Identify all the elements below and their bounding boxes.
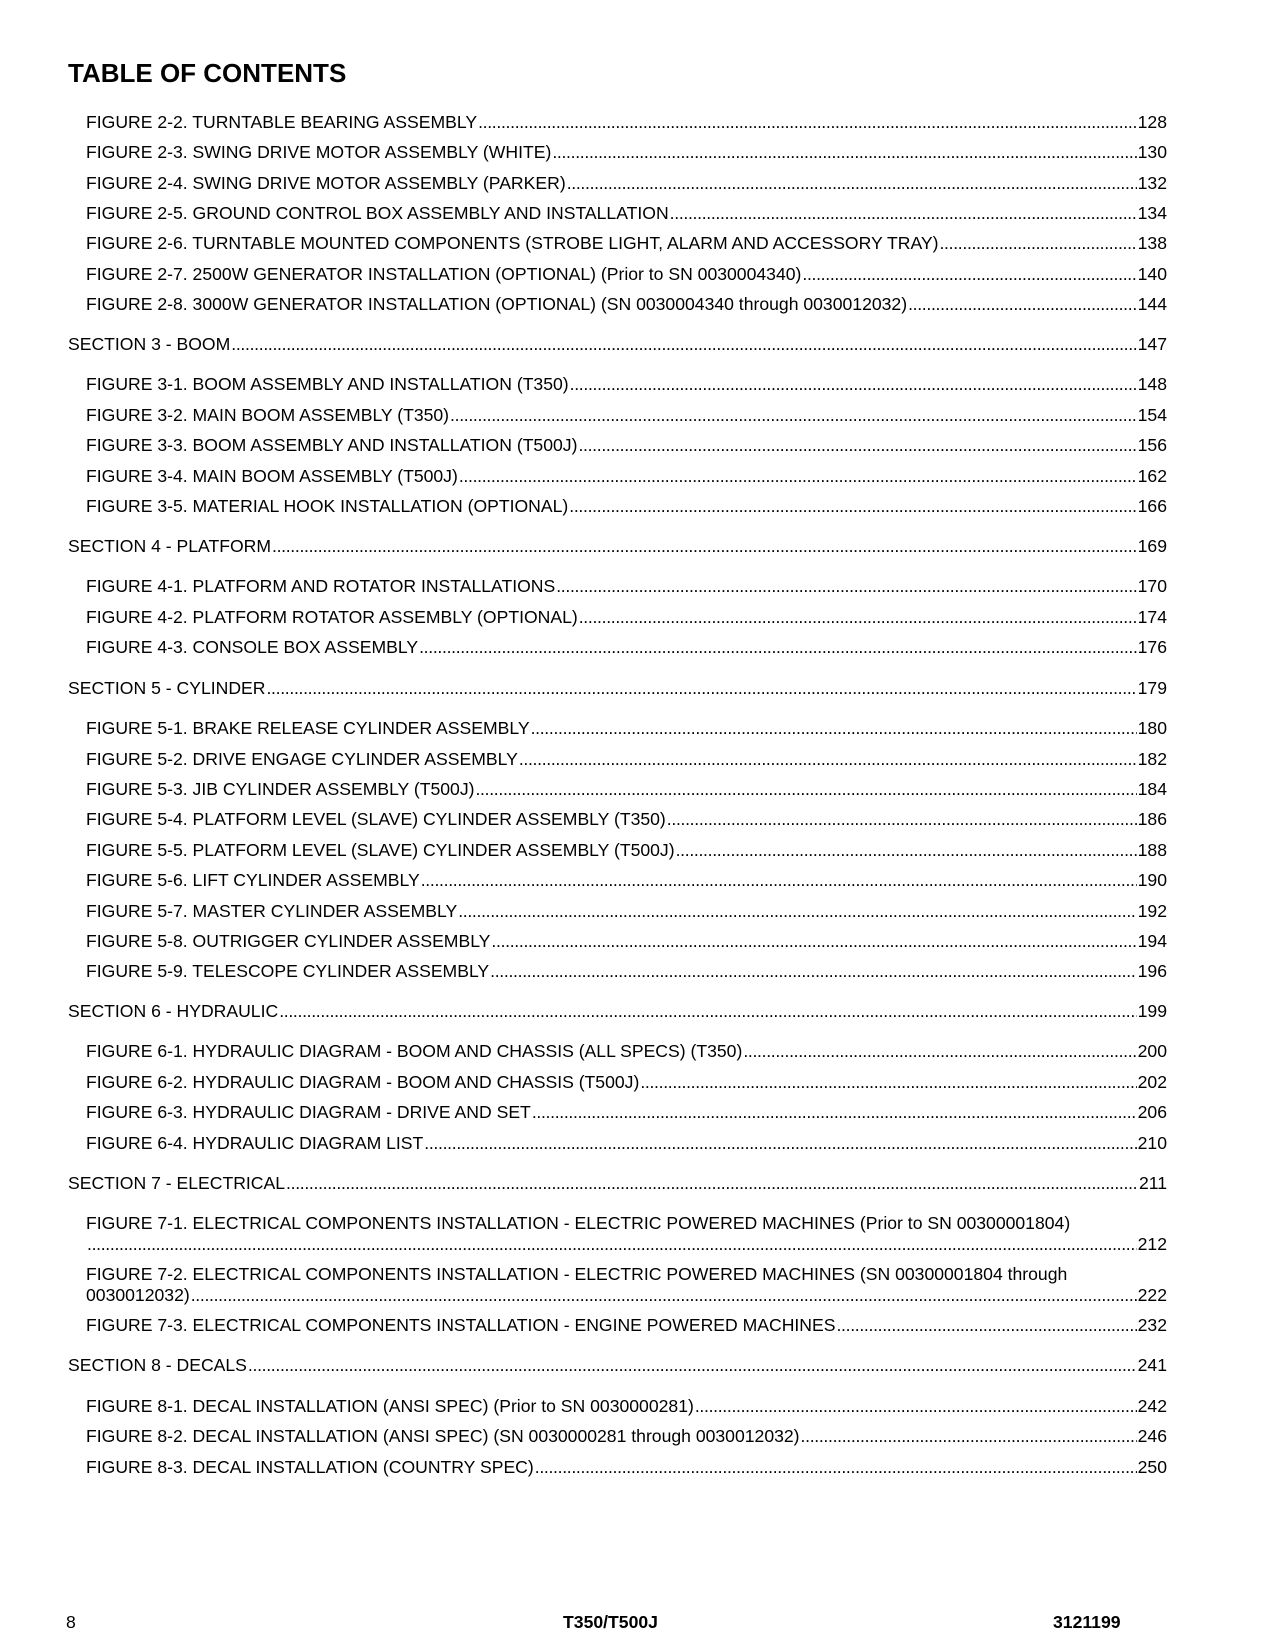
dot-leader: [695, 1396, 1137, 1417]
toc-entry[interactable]: [68, 435, 1167, 456]
toc-entry-page: 156: [1137, 435, 1167, 455]
toc-entry-label: FIGURE 4-1. PLATFORM AND ROTATOR INSTALLATIONS: [86, 576, 556, 596]
toc-entry-label: FIGURE 8-3. DECAL INSTALLATION (COUNTRY SPEC): [86, 1457, 534, 1477]
toc-entry-page: 186: [1137, 809, 1167, 829]
toc-entry-page: 179: [1137, 678, 1167, 698]
toc-entry[interactable]: [68, 466, 1167, 487]
dot-leader: [676, 840, 1137, 861]
toc-entry-page: 246: [1137, 1426, 1167, 1446]
toc-section-entry[interactable]: [68, 536, 1167, 557]
dot-leader: [535, 1457, 1137, 1478]
toc-entry[interactable]: [68, 142, 1167, 163]
dot-leader: [458, 901, 1136, 922]
toc-entry-label: SECTION 5 - CYLINDER: [68, 678, 266, 698]
toc-entry-label: FIGURE 6-2. HYDRAULIC DIAGRAM - BOOM AND CHASSIS (T500J): [86, 1072, 640, 1092]
toc-entry-label: FIGURE 7-1. ELECTRICAL COMPONENTS INSTALLATION - ELECTRIC POWERED MACHINES (Prior to SN 00300001804): [86, 1213, 1071, 1233]
toc-entry-label: FIGURE 5-8. OUTRIGGER CYLINDER ASSEMBLY: [86, 931, 491, 951]
toc-section-entry[interactable]: [68, 1001, 1167, 1022]
toc-entry[interactable]: [68, 809, 1167, 830]
toc-entry-label: FIGURE 4-3. CONSOLE BOX ASSEMBLY: [86, 637, 419, 657]
toc-entry-page: 138: [1137, 233, 1167, 253]
toc-entry-label: FIGURE 3-2. MAIN BOOM ASSEMBLY (T350): [86, 405, 450, 425]
toc-entry-page: 212: [1137, 1234, 1167, 1254]
toc-entry-page: 128: [1137, 112, 1167, 132]
footer-doc-number: 3121199: [1053, 1612, 1121, 1632]
toc-entry-label: FIGURE 5-7. MASTER CYLINDER ASSEMBLY: [86, 901, 458, 921]
toc-entry-page: 192: [1137, 901, 1167, 921]
toc-entry-page: 242: [1137, 1396, 1167, 1416]
toc-entry-page: 154: [1137, 405, 1167, 425]
toc-entry-page: 194: [1137, 931, 1167, 951]
dot-leader: [475, 779, 1136, 800]
toc-entry-page: 232: [1137, 1315, 1167, 1335]
toc-entry-label: FIGURE 5-5. PLATFORM LEVEL (SLAVE) CYLINDER ASSEMBLY (T500J): [86, 840, 675, 860]
toc-entry[interactable]: [68, 1457, 1167, 1478]
toc-entry-page: 190: [1137, 870, 1167, 890]
toc-section-entry[interactable]: [68, 1173, 1167, 1194]
toc-entry-page: 210: [1137, 1133, 1167, 1153]
toc-entry-page: 176: [1137, 637, 1167, 657]
toc-entry-label: FIGURE 7-2. ELECTRICAL COMPONENTS INSTALLATION - ELECTRIC POWERED MACHINES (SN 00300001804 through: [86, 1264, 1068, 1284]
toc-entry-page: 250: [1137, 1457, 1167, 1477]
footer-page-number: 8: [66, 1612, 76, 1632]
toc-entry-page: 200: [1137, 1041, 1167, 1061]
toc-entry-label: FIGURE 6-1. HYDRAULIC DIAGRAM - BOOM AND CHASSIS (ALL SPECS) (T350): [86, 1041, 743, 1061]
toc-entry-page: 140: [1137, 264, 1167, 284]
toc-entry[interactable]: [68, 1426, 1167, 1447]
dot-leader: [286, 1173, 1138, 1194]
toc-entry-label: FIGURE 2-4. SWING DRIVE MOTOR ASSEMBLY (PARKER): [86, 173, 566, 193]
toc-entry-page: 182: [1137, 749, 1167, 769]
toc-entry-label: SECTION 7 - ELECTRICAL: [68, 1173, 286, 1193]
toc-entry-page: 222: [1137, 1285, 1167, 1305]
toc-entry-page: 199: [1137, 1001, 1167, 1021]
toc-entry-page: 180: [1137, 718, 1167, 738]
toc-entry-label: FIGURE 5-6. LIFT CYLINDER ASSEMBLY: [86, 870, 420, 890]
page-title: TABLE OF CONTENTS: [68, 58, 347, 88]
toc-entry-label: FIGURE 5-4. PLATFORM LEVEL (SLAVE) CYLINDER ASSEMBLY (T350): [86, 809, 666, 829]
toc-entry-label: FIGURE 2-3. SWING DRIVE MOTOR ASSEMBLY (WHITE): [86, 142, 552, 162]
toc-entry-page: 162: [1137, 466, 1167, 486]
toc-entry-page: 241: [1137, 1355, 1167, 1375]
toc-entry-label: FIGURE 3-3. BOOM ASSEMBLY AND INSTALLATION (T500J): [86, 435, 578, 455]
dot-leader: [939, 233, 1136, 254]
dot-leader: [459, 466, 1137, 487]
dot-leader: [567, 173, 1137, 194]
toc-entry[interactable]: [68, 1133, 1167, 1154]
toc-entry-label: FIGURE 8-1. DECAL INSTALLATION (ANSI SPEC) (Prior to SN 0030000281): [86, 1396, 694, 1416]
dot-leader: [670, 203, 1137, 224]
dot-leader: [231, 334, 1136, 355]
toc-entry[interactable]: [68, 112, 1167, 133]
toc-section-entry[interactable]: [68, 334, 1167, 355]
toc-entry[interactable]: [68, 203, 1167, 224]
toc-entry-page: 144: [1137, 294, 1167, 314]
toc-entry[interactable]: [68, 1315, 1167, 1336]
toc-entry-label: FIGURE 5-1. BRAKE RELEASE CYLINDER ASSEMBLY: [86, 718, 530, 738]
dot-leader: [191, 1285, 1137, 1306]
toc-entry[interactable]: [68, 264, 1167, 285]
toc-entry[interactable]: [68, 1102, 1167, 1123]
toc-entry[interactable]: [68, 1213, 1167, 1255]
toc-entry[interactable]: [68, 779, 1167, 800]
toc-section-entry[interactable]: [68, 1355, 1167, 1376]
toc-entry[interactable]: [68, 1264, 1167, 1306]
dot-leader: [801, 1426, 1137, 1447]
toc-entry-label: FIGURE 5-3. JIB CYLINDER ASSEMBLY (T500J): [86, 779, 475, 799]
toc-entry[interactable]: [68, 718, 1167, 739]
dot-leader: [532, 1102, 1137, 1123]
toc-entry-page: 184: [1137, 779, 1167, 799]
dot-leader: [552, 142, 1136, 163]
toc-entry[interactable]: [68, 901, 1167, 922]
toc-entry-page: 130: [1137, 142, 1167, 162]
toc-entry-leader-row: [86, 1234, 1167, 1255]
toc-entry-leader-row: [86, 1285, 1167, 1306]
dot-leader: [667, 809, 1137, 830]
dot-leader: [569, 496, 1136, 517]
dot-leader: [248, 1355, 1137, 1376]
toc-entry[interactable]: [68, 1396, 1167, 1417]
toc-entry-label: FIGURE 3-1. BOOM ASSEMBLY AND INSTALLATION (T350): [86, 374, 569, 394]
toc-entry-label: SECTION 6 - HYDRAULIC: [68, 1001, 279, 1021]
toc-entry[interactable]: [68, 233, 1167, 254]
toc-entry-label-continued: 0030012032): [86, 1285, 190, 1305]
toc-entry-label: SECTION 4 - PLATFORM: [68, 536, 271, 556]
dot-leader: [424, 1133, 1136, 1154]
toc-entry[interactable]: [68, 173, 1167, 194]
dot-leader: [570, 374, 1137, 395]
toc-entry-page: 202: [1137, 1072, 1167, 1092]
dot-leader: [478, 112, 1137, 133]
toc-entry[interactable]: [68, 961, 1167, 982]
footer-model: T350/T500J: [563, 1612, 658, 1632]
dot-leader: [266, 678, 1136, 699]
dot-leader: [279, 1001, 1136, 1022]
toc-entry-label: FIGURE 2-8. 3000W GENERATOR INSTALLATION (OPTIONAL) (SN 0030004340 through 0030012032): [86, 294, 908, 314]
toc-entry[interactable]: [68, 607, 1167, 628]
toc-entry-page: 174: [1137, 607, 1167, 627]
dot-leader: [450, 405, 1137, 426]
toc-entry-page: 148: [1137, 374, 1167, 394]
dot-leader: [421, 870, 1137, 891]
toc-entry-label: FIGURE 5-9. TELESCOPE CYLINDER ASSEMBLY: [86, 961, 490, 981]
toc-section-entry[interactable]: [68, 678, 1167, 699]
toc-entry-page: 188: [1137, 840, 1167, 860]
toc-entry-page: 169: [1137, 536, 1167, 556]
toc-entry[interactable]: [68, 870, 1167, 891]
toc-entry-label: FIGURE 6-3. HYDRAULIC DIAGRAM - DRIVE AND SET: [86, 1102, 531, 1122]
dot-leader: [578, 435, 1136, 456]
dot-leader: [802, 264, 1136, 285]
toc-entry[interactable]: [68, 637, 1167, 658]
toc-entry[interactable]: [68, 1072, 1167, 1093]
toc-entry[interactable]: [68, 931, 1167, 952]
toc-entry-label: SECTION 8 - DECALS: [68, 1355, 247, 1375]
toc-entry-page: 134: [1137, 203, 1167, 223]
dot-leader: [579, 607, 1137, 628]
toc-entry-label: FIGURE 3-4. MAIN BOOM ASSEMBLY (T500J): [86, 466, 458, 486]
toc-entry-label: FIGURE 2-7. 2500W GENERATOR INSTALLATION (OPTIONAL) (Prior to SN 0030004340): [86, 264, 802, 284]
toc-entry[interactable]: [68, 496, 1167, 517]
dot-leader: [836, 1315, 1136, 1336]
toc-entry[interactable]: [68, 576, 1167, 597]
dot-leader: [531, 718, 1137, 739]
toc-entry-page: 166: [1137, 496, 1167, 516]
dot-leader: [640, 1072, 1136, 1093]
toc-entry-label: FIGURE 8-2. DECAL INSTALLATION (ANSI SPEC) (SN 0030000281 through 0030012032): [86, 1426, 800, 1446]
dot-leader: [87, 1234, 1137, 1255]
toc-entry-label: SECTION 3 - BOOM: [68, 334, 231, 354]
toc-entry-label: FIGURE 6-4. HYDRAULIC DIAGRAM LIST: [86, 1133, 424, 1153]
toc-entry[interactable]: [68, 374, 1167, 395]
toc-entry-page: 132: [1137, 173, 1167, 193]
toc-entry-page: 147: [1137, 334, 1167, 354]
dot-leader: [556, 576, 1136, 597]
toc-entry-label: FIGURE 7-3. ELECTRICAL COMPONENTS INSTALLATION - ENGINE POWERED MACHINES: [86, 1315, 836, 1335]
toc-entry[interactable]: [68, 840, 1167, 861]
toc-entry-page: 196: [1137, 961, 1167, 981]
toc-entry[interactable]: [68, 749, 1167, 770]
dot-leader: [743, 1041, 1136, 1062]
toc-entry-label: FIGURE 3-5. MATERIAL HOOK INSTALLATION (OPTIONAL): [86, 496, 569, 516]
toc-entry-label: FIGURE 5-2. DRIVE ENGAGE CYLINDER ASSEMBLY: [86, 749, 518, 769]
dot-leader: [272, 536, 1137, 557]
dot-leader: [419, 637, 1137, 658]
toc-entry-label: FIGURE 2-5. GROUND CONTROL BOX ASSEMBLY AND INSTALLATION: [86, 203, 669, 223]
dot-leader: [490, 961, 1136, 982]
toc-entry-label: FIGURE 4-2. PLATFORM ROTATOR ASSEMBLY (OPTIONAL): [86, 607, 578, 627]
toc-entry[interactable]: [68, 405, 1167, 426]
dot-leader: [519, 749, 1137, 770]
toc-entry-page: 206: [1137, 1102, 1167, 1122]
toc-entry-label: FIGURE 2-6. TURNTABLE MOUNTED COMPONENTS (STROBE LIGHT, ALARM AND ACCESSORY TRAY): [86, 233, 939, 253]
toc-entry[interactable]: [68, 294, 1167, 315]
dot-leader: [491, 931, 1136, 952]
toc-entry-page: 170: [1137, 576, 1167, 596]
toc-entry-page: 211: [1138, 1173, 1167, 1193]
toc-entry[interactable]: [68, 1041, 1167, 1062]
dot-leader: [908, 294, 1137, 315]
toc-entry-label: FIGURE 2-2. TURNTABLE BEARING ASSEMBLY: [86, 112, 478, 132]
